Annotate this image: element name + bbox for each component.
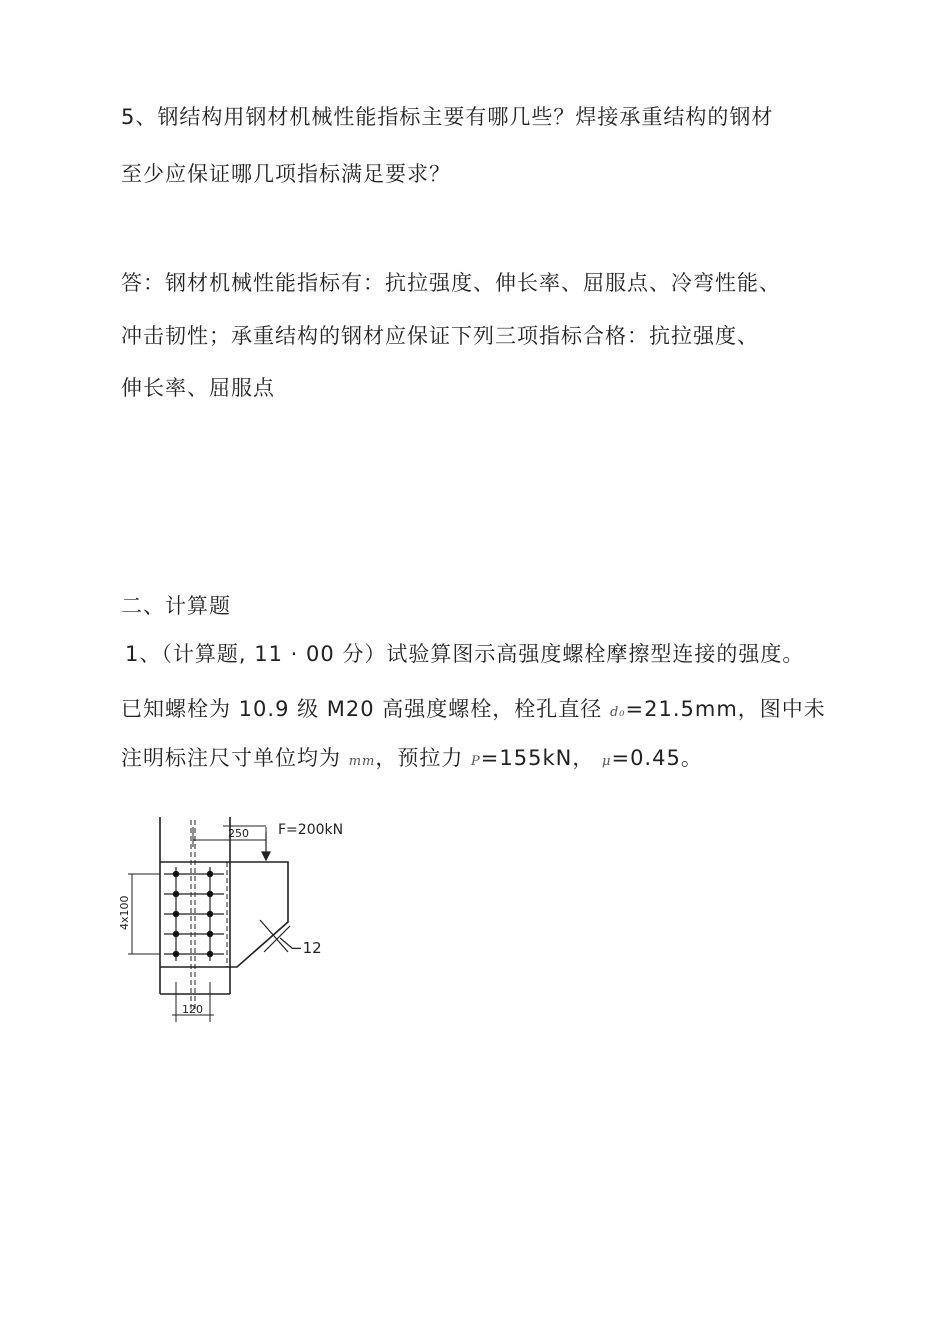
plate-thickness-marker: [260, 920, 292, 952]
unit-mm-symbol: mm: [348, 754, 376, 769]
calc-1-line-2-text-a: 已知螺栓为 10.9 级 M20 高强度螺栓，栓孔直径: [121, 697, 610, 721]
pretension-symbol: P: [471, 754, 481, 769]
left-dimension-label: 4x100: [118, 895, 131, 930]
calc-1-line-2-text-b: =21.5mm，图中未: [625, 697, 826, 721]
bolt: [173, 951, 179, 957]
bolt: [173, 871, 179, 877]
bolt: [207, 891, 213, 897]
section-title: 二、计算题: [121, 594, 231, 618]
force-label: F=200kN: [278, 822, 344, 838]
question-5-line-1: 5、钢结构用钢材机械性能指标主要有哪几些？焊接承重结构的钢材: [121, 105, 774, 129]
question-5-line-2: 至少应保证哪几项指标满足要求？: [121, 162, 451, 186]
answer-5-line-3: 伸长率、屈服点: [121, 376, 275, 400]
calc-1-line-3-text-c: =155kN，: [480, 746, 603, 770]
bolt: [173, 891, 179, 897]
calc-1-line-3-text-b: ，预拉力: [375, 746, 472, 770]
left-dimension: [128, 874, 160, 954]
bolt: [207, 951, 213, 957]
calc-1-line-3: [121, 743, 703, 777]
friction-coefficient-symbol: μ: [602, 754, 612, 769]
top-dimension-label: 250: [228, 827, 249, 840]
bottom-dimension: [172, 982, 214, 1022]
calc-1-line-3-text-d: =0.45。: [611, 746, 703, 770]
bolted-connection-figure: [118, 812, 368, 1027]
calc-1-line-2: [121, 694, 826, 728]
force-arrow: [262, 832, 270, 860]
bolt: [207, 931, 213, 937]
hole-diameter-symbol: d₀: [609, 705, 626, 720]
bolt: [173, 931, 179, 937]
answer-5-line-1: 答：钢材机械性能指标有：抗拉强度、伸长率、屈服点、冷弯性能、: [121, 271, 781, 295]
calc-1-line-3-text-a: 注明标注尺寸单位均为: [121, 746, 349, 770]
bottom-dimension-label: 120: [182, 1003, 203, 1016]
calc-1-line-1: 1、（计算题, 11 · 00 分）试验算图示高强度螺栓摩擦型连接的强度。: [125, 642, 805, 666]
bolt: [207, 911, 213, 917]
plate-thickness-label: −12: [290, 939, 322, 957]
bolt: [207, 871, 213, 877]
answer-5-line-2: 冲击韧性；承重结构的钢材应保证下列三项指标合格：抗拉强度、: [121, 324, 759, 348]
bolt: [173, 911, 179, 917]
